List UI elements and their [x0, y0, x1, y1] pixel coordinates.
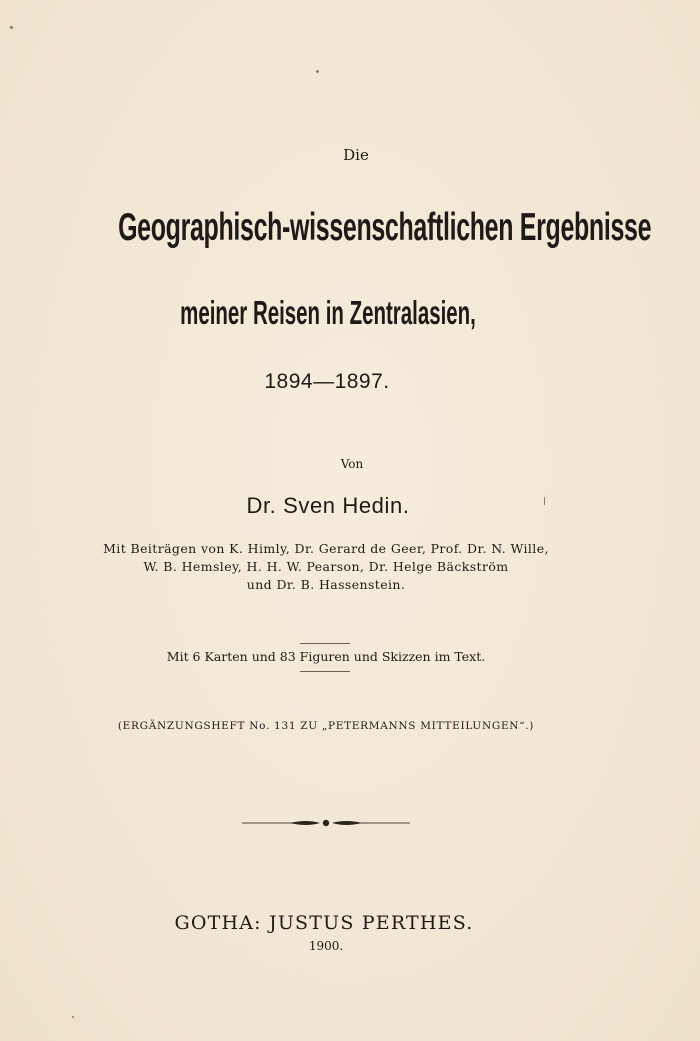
by-label: Von — [340, 457, 364, 471]
maps-note: Mit 6 Karten und 83 Figuren und Skizzen im Text. — [166, 649, 486, 664]
ornament-divider — [240, 815, 412, 831]
divider — [300, 643, 350, 644]
contributors-line: Mit Beiträgen von K. Himly, Dr. Gerard de Geer, Prof. Dr. N. Wille, — [103, 541, 549, 556]
paper-speck — [10, 26, 13, 29]
contributors-line: W. B. Hemsley, H. H. W. Pearson, Dr. Helge Bäckström — [143, 559, 509, 574]
title-article: Die — [343, 146, 369, 164]
contributors-line: und Dr. B. Hassenstein. — [246, 577, 406, 592]
publisher: GOTHA: JUSTUS PERTHES. — [174, 912, 474, 934]
publication-year: 1900. — [308, 939, 344, 953]
divider — [300, 671, 350, 672]
main-title: Geographisch-wissenschaftlichen Ergebnisse — [118, 206, 652, 249]
paper-speck — [544, 497, 545, 505]
paper-speck — [72, 1016, 74, 1018]
subtitle: meiner Reisen in Zentralasien, — [180, 294, 476, 331]
years: 1894—1897. — [264, 370, 390, 393]
author: Dr. Sven Hedin. — [246, 493, 410, 518]
paper-speck — [316, 70, 319, 73]
supplement-note: (ERGÄNZUNGSHEFT No. 131 ZU „PETERMANNS MITTEILUNGEN“.) — [117, 720, 535, 732]
